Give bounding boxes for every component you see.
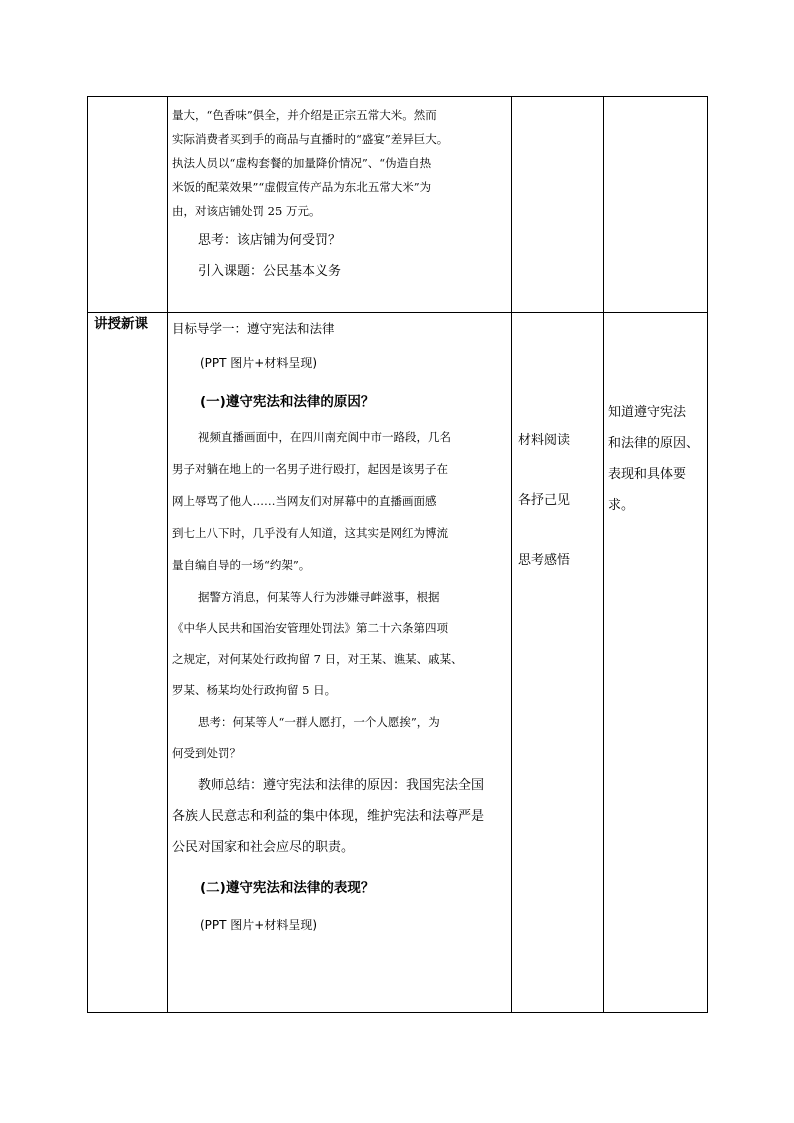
case-line: 男子对躺在地上的一名男子进行殴打，起因是该男子在 bbox=[172, 462, 448, 476]
intro-activity-cell bbox=[512, 97, 604, 313]
activity-item: 思考感悟 bbox=[518, 553, 571, 568]
goal-line: 表现和具体要 bbox=[608, 467, 687, 482]
case-line: 到七上八下时，几乎没有人知道，这其实是网红为博流 bbox=[172, 526, 448, 540]
intro-line: 由，对该店铺处罚 25 万元。 bbox=[172, 204, 321, 218]
activity-item: 各抒己见 bbox=[518, 493, 571, 508]
police-line: 《中华人民共和国治安管理处罚法》第二十六条第四项 bbox=[172, 621, 448, 635]
summary-paragraph bbox=[172, 770, 507, 863]
activity-item: 材料阅读 bbox=[518, 433, 571, 448]
summary-line: 各族人民意志和利益的集中体现，维护宪法和法尊严是 bbox=[172, 809, 485, 824]
intro-line: 执法人员以“虚构套餐的加量降价情况”、“伪造自热 bbox=[172, 156, 432, 170]
intro-line: 量大，“色香味”俱全，并介绍是正宗五常大米。然而 bbox=[172, 108, 437, 122]
new-lesson-label-cell bbox=[88, 313, 168, 1013]
case-paragraph bbox=[172, 421, 507, 581]
goal-line: 知道遵守宪法 bbox=[608, 405, 687, 420]
ppt-note-1: (PPT 图片+材料呈现) bbox=[200, 356, 318, 370]
police-line: 罗某、杨某均处行政拘留 5 日。 bbox=[172, 683, 337, 697]
new-lesson-activity-cell bbox=[512, 313, 604, 1013]
case-line: 网上辱骂了他人……当网友们对屏幕中的直播画面感 bbox=[172, 494, 437, 508]
think-line: 何受到处罚？ bbox=[172, 746, 241, 760]
case-line: 视频直播画面中，在四川南充阆中市一路段，几名 bbox=[198, 430, 451, 444]
case-line: 量自编自导的一场“约架”。 bbox=[172, 558, 311, 572]
section-heading-2: (二)遵守宪法和法律的表现？ bbox=[200, 880, 375, 896]
new-lesson-content-cell bbox=[168, 313, 512, 1013]
intro-paragraph bbox=[172, 103, 507, 223]
think-paragraph bbox=[172, 707, 507, 769]
ppt-note-2: (PPT 图片+材料呈现) bbox=[200, 918, 318, 932]
lesson-plan-table bbox=[87, 96, 708, 1013]
intro-line: 米饭的配菜效果”“虚假宣传产品为东北五常大米”为 bbox=[172, 180, 432, 194]
summary-line: 教师总结：遵守宪法和法律的原因：我国宪法全国 bbox=[198, 778, 485, 793]
intro-row bbox=[88, 97, 708, 313]
goal-line: 和法律的原因、 bbox=[608, 436, 700, 451]
police-paragraph bbox=[172, 582, 507, 706]
section-heading-1: (一)遵守宪法和法律的原因？ bbox=[200, 394, 375, 410]
goal-line: 求。 bbox=[608, 498, 635, 513]
target-title: 目标导学一：遵守宪法和法律 bbox=[172, 321, 335, 336]
police-line: 据警方消息，何某等人行为涉嫌寻衅滋事，根据 bbox=[198, 590, 440, 604]
new-lesson-goal-cell bbox=[604, 313, 708, 1013]
intro-topic: 引入课题：公民基本义务 bbox=[198, 264, 342, 279]
intro-goal-cell bbox=[604, 97, 708, 313]
intro-label-cell bbox=[88, 97, 168, 313]
summary-line: 公民对国家和社会应尽的职责。 bbox=[172, 840, 355, 855]
intro-question: 思考：该店铺为何受罚？ bbox=[198, 233, 342, 248]
intro-line: 实际消费者买到手的商品与直播时的“盛宴”差异巨大。 bbox=[172, 132, 449, 146]
police-line: 之规定，对何某处行政拘留 7 日，对王某、谯某、戚某、 bbox=[172, 652, 463, 666]
intro-content-cell bbox=[168, 97, 512, 313]
think-line: 思考：何某等人“一群人愿打，一个人愿挨”，为 bbox=[198, 715, 440, 729]
new-lesson-row bbox=[88, 313, 708, 1013]
new-lesson-label: 讲授新课 bbox=[94, 316, 148, 332]
